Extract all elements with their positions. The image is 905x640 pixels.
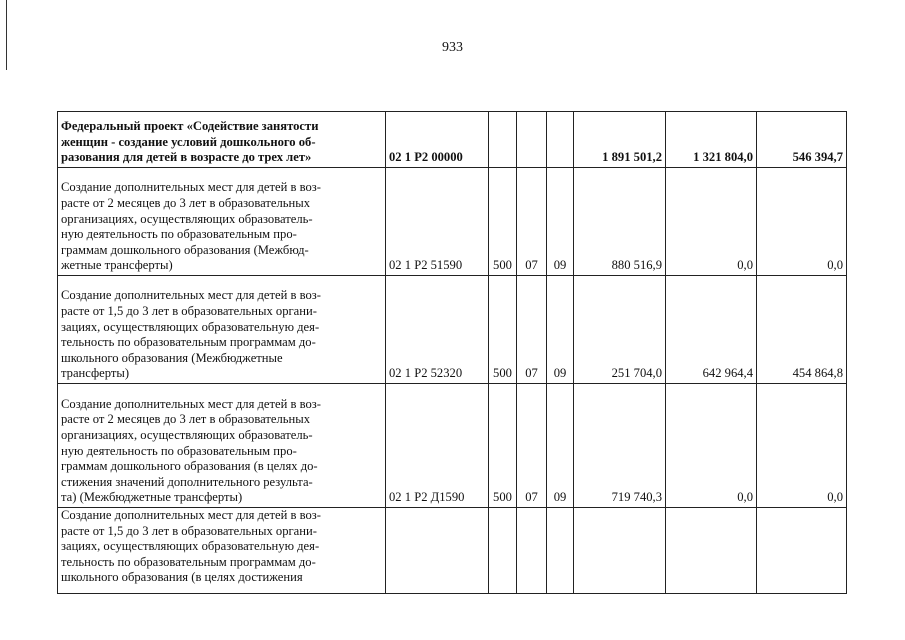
page-number: 933 bbox=[442, 40, 463, 55]
item-name-line: зациях, осуществляющих образовательную дея- bbox=[61, 319, 320, 334]
item-name-line: ную деятельность по образовательным про- bbox=[61, 443, 297, 458]
amount-year2-cell: 642 964,4 bbox=[666, 276, 757, 384]
item-name-line: зациях, осуществляющих образовательную дея- bbox=[61, 539, 320, 554]
table-body bbox=[58, 112, 847, 594]
item-name-line: организациях, осуществляющих образователь- bbox=[61, 428, 313, 443]
item-name-cell bbox=[58, 276, 386, 384]
item-name-cell bbox=[58, 168, 386, 276]
item-name-line: граммам дошкольного образования (Межбюд- bbox=[61, 242, 309, 257]
item-name-line: Создание дополнительных мест для детей в воз- bbox=[61, 180, 321, 195]
item-name-line: расте от 2 месяцев до 3 лет в образовательных bbox=[61, 412, 310, 427]
item-name-line: тельность по образовательным программам до- bbox=[61, 335, 316, 350]
expense-type-cell: 500 bbox=[489, 168, 517, 276]
amount-year2-cell: 0,0 bbox=[666, 384, 757, 508]
subsection-cell: 09 bbox=[547, 168, 574, 276]
subsection-cell: 09 bbox=[547, 276, 574, 384]
amount-year3-cell: 0,0 bbox=[757, 168, 847, 276]
amount-year1-cell: 251 704,0 bbox=[574, 276, 666, 384]
item-name-line: организациях, осуществляющих образователь- bbox=[61, 211, 313, 226]
section-cell bbox=[517, 112, 547, 168]
subsection-cell: 09 bbox=[547, 384, 574, 508]
section-cell: 07 bbox=[517, 384, 547, 508]
item-name-line: жетные трансферты) bbox=[61, 258, 173, 273]
item-name-line: Создание дополнительных мест для детей в воз- bbox=[61, 508, 321, 522]
table-row bbox=[58, 168, 847, 276]
expense-type-cell bbox=[489, 112, 517, 168]
amount-year2-cell bbox=[666, 508, 757, 594]
amount-year1-cell bbox=[574, 508, 666, 594]
item-name-cell bbox=[58, 384, 386, 508]
budget-code-cell: 02 1 P2 00000 bbox=[386, 112, 489, 168]
item-name-line: женщин - создание условий дошкольного об- bbox=[61, 134, 316, 149]
item-name-line: расте от 1,5 до 3 лет в образовательных органи- bbox=[61, 304, 317, 319]
amount-year1-cell: 1 891 501,2 bbox=[574, 112, 666, 168]
subsection-cell bbox=[547, 112, 574, 168]
item-name-line: та) (Межбюджетные трансферты) bbox=[61, 490, 243, 505]
item-name-line: граммам дошкольного образования (в целях до- bbox=[61, 459, 318, 474]
table-row bbox=[58, 384, 847, 508]
item-name-line: школьного образования (Межбюджетные bbox=[61, 350, 283, 365]
budget-code-cell bbox=[386, 508, 489, 594]
item-name-cell bbox=[58, 112, 386, 168]
amount-year3-cell: 546 394,7 bbox=[757, 112, 847, 168]
amount-year2-cell: 1 321 804,0 bbox=[666, 112, 757, 168]
budget-table bbox=[57, 111, 847, 594]
item-name-line: школьного образования (в целях достижения bbox=[61, 570, 303, 585]
budget-code-cell: 02 1 P2 51590 bbox=[386, 168, 489, 276]
section-cell: 07 bbox=[517, 276, 547, 384]
margin-rule bbox=[6, 0, 7, 70]
item-name-line: ную деятельность по образовательным про- bbox=[61, 227, 297, 242]
subsection-cell bbox=[547, 508, 574, 594]
budget-code-cell: 02 1 P2 52320 bbox=[386, 276, 489, 384]
item-name-line: трансферты) bbox=[61, 366, 130, 381]
section-cell bbox=[517, 508, 547, 594]
item-name-line: Создание дополнительных мест для детей в воз- bbox=[61, 396, 321, 411]
item-name-cell bbox=[58, 508, 386, 594]
budget-code-cell: 02 1 P2 Д1590 bbox=[386, 384, 489, 508]
amount-year2-cell: 0,0 bbox=[666, 168, 757, 276]
section-cell: 07 bbox=[517, 168, 547, 276]
expense-type-cell: 500 bbox=[489, 276, 517, 384]
table-row bbox=[58, 508, 847, 594]
item-name-line: Создание дополнительных мест для детей в воз- bbox=[61, 288, 321, 303]
item-name-line: расте от 2 месяцев до 3 лет в образовательных bbox=[61, 196, 310, 211]
item-name-line: Федеральный проект «Содействие занятости bbox=[61, 119, 319, 134]
amount-year3-cell: 454 864,8 bbox=[757, 276, 847, 384]
item-name-line: разования для детей в возрасте до трех лет» bbox=[61, 150, 312, 165]
table-row bbox=[58, 112, 847, 168]
item-name-line: стижения значений дополнительного результа- bbox=[61, 474, 313, 489]
amount-year1-cell: 880 516,9 bbox=[574, 168, 666, 276]
table-row bbox=[58, 276, 847, 384]
expense-type-cell bbox=[489, 508, 517, 594]
expense-type-cell: 500 bbox=[489, 384, 517, 508]
item-name-line: тельность по образовательным программам до- bbox=[61, 554, 316, 569]
item-name-line: расте от 1,5 до 3 лет в образовательных органи- bbox=[61, 523, 317, 538]
amount-year1-cell: 719 740,3 bbox=[574, 384, 666, 508]
amount-year3-cell bbox=[757, 508, 847, 594]
amount-year3-cell: 0,0 bbox=[757, 384, 847, 508]
